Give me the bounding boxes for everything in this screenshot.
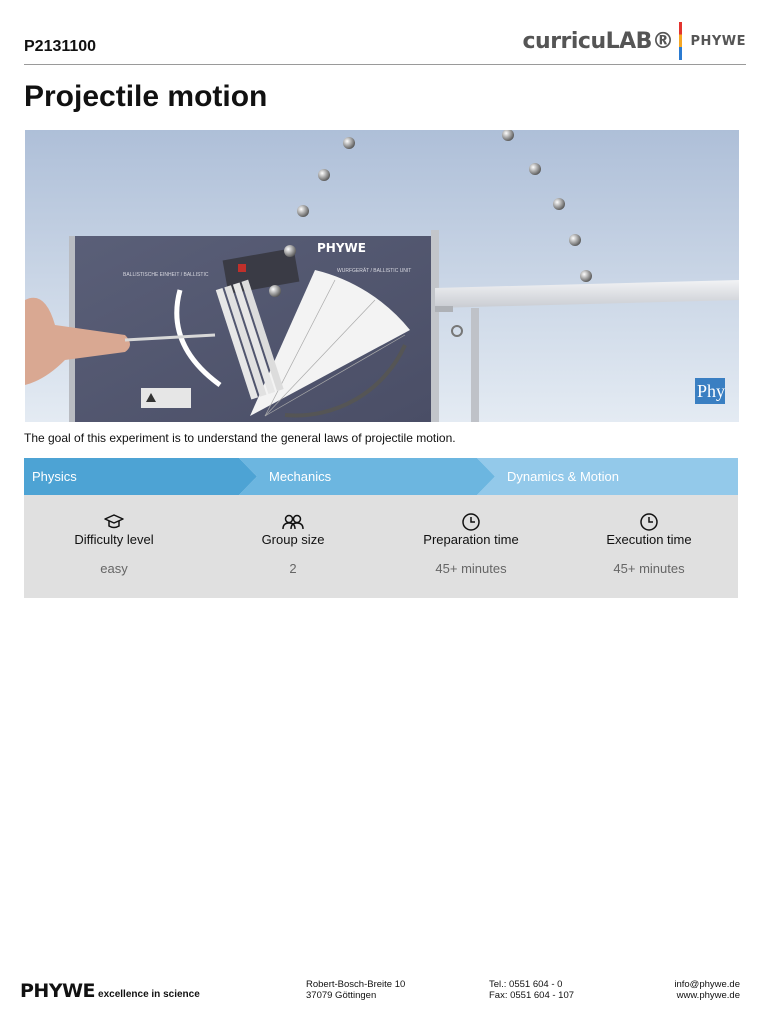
footer-tagline: excellence in science: [98, 989, 200, 1000]
phywe-wordmark: PHYWE: [690, 33, 746, 49]
info-execution-time: [560, 495, 738, 598]
difficulty-value: easy: [100, 561, 128, 576]
panel-label-right: WURFGERÄT / BALLISTIC UNIT: [337, 268, 412, 274]
photo-watermark: Phy: [697, 381, 726, 401]
curriculab-wordmark: curricuLAB®: [522, 28, 674, 54]
info-group-size: [204, 495, 382, 598]
footer-phone: [489, 979, 574, 1001]
execution-time-value: 45+ minutes: [613, 561, 685, 576]
footer-email[interactable]: info@phywe.de: [674, 979, 740, 990]
footer-address-line1: Robert-Bosch-Breite 10: [306, 979, 406, 990]
panel-label-left: BALLISTISCHE EINHEIT / BALLISTIC: [123, 272, 209, 278]
document-id: P2131100: [24, 38, 97, 55]
group-size-value: 2: [289, 561, 297, 576]
preparation-time-label: Preparation time: [423, 532, 519, 547]
breadcrumb-physics[interactable]: Physics: [32, 469, 77, 484]
info-difficulty: [25, 495, 203, 598]
footer-address: [306, 979, 405, 1001]
footer-tel: Tel.: 0551 604 - 0: [489, 979, 563, 990]
footer-phywe-wordmark: PHYWE: [20, 980, 96, 1002]
category-breadcrumb: [24, 458, 738, 495]
footer-fax: Fax: 0551 604 - 107: [489, 990, 575, 1001]
info-preparation-time: [382, 495, 560, 598]
experiment-photo: [25, 130, 739, 422]
preparation-time-value: 45+ minutes: [435, 561, 507, 576]
clock-icon: [639, 513, 659, 531]
group-icon: [282, 513, 304, 531]
page-footer: [0, 976, 768, 1016]
group-size-label: Group size: [261, 532, 325, 547]
page-header: [24, 18, 746, 65]
clock-icon: [461, 513, 481, 531]
experiment-description: The goal of this experiment is to understand the general laws of projectile motion.: [24, 431, 456, 445]
experiment-info-panel: [24, 495, 738, 598]
difficulty-label: Difficulty level: [74, 532, 154, 547]
brand-logo: [522, 22, 746, 60]
footer-website[interactable]: www.phywe.de: [676, 990, 740, 1001]
graduation-cap-icon: [104, 513, 124, 531]
brand-color-bar: [679, 22, 682, 60]
breadcrumb-dynamics-motion[interactable]: Dynamics & Motion: [507, 469, 619, 484]
footer-address-line2: 37079 Göttingen: [306, 990, 377, 1001]
footer-contact: [674, 979, 740, 1001]
panel-brand: PHYWE: [317, 241, 366, 255]
footer-logo: [20, 980, 200, 1002]
page-title: Projectile motion: [24, 80, 268, 113]
execution-time-label: Execution time: [606, 532, 692, 547]
breadcrumb-mechanics[interactable]: Mechanics: [269, 469, 332, 484]
